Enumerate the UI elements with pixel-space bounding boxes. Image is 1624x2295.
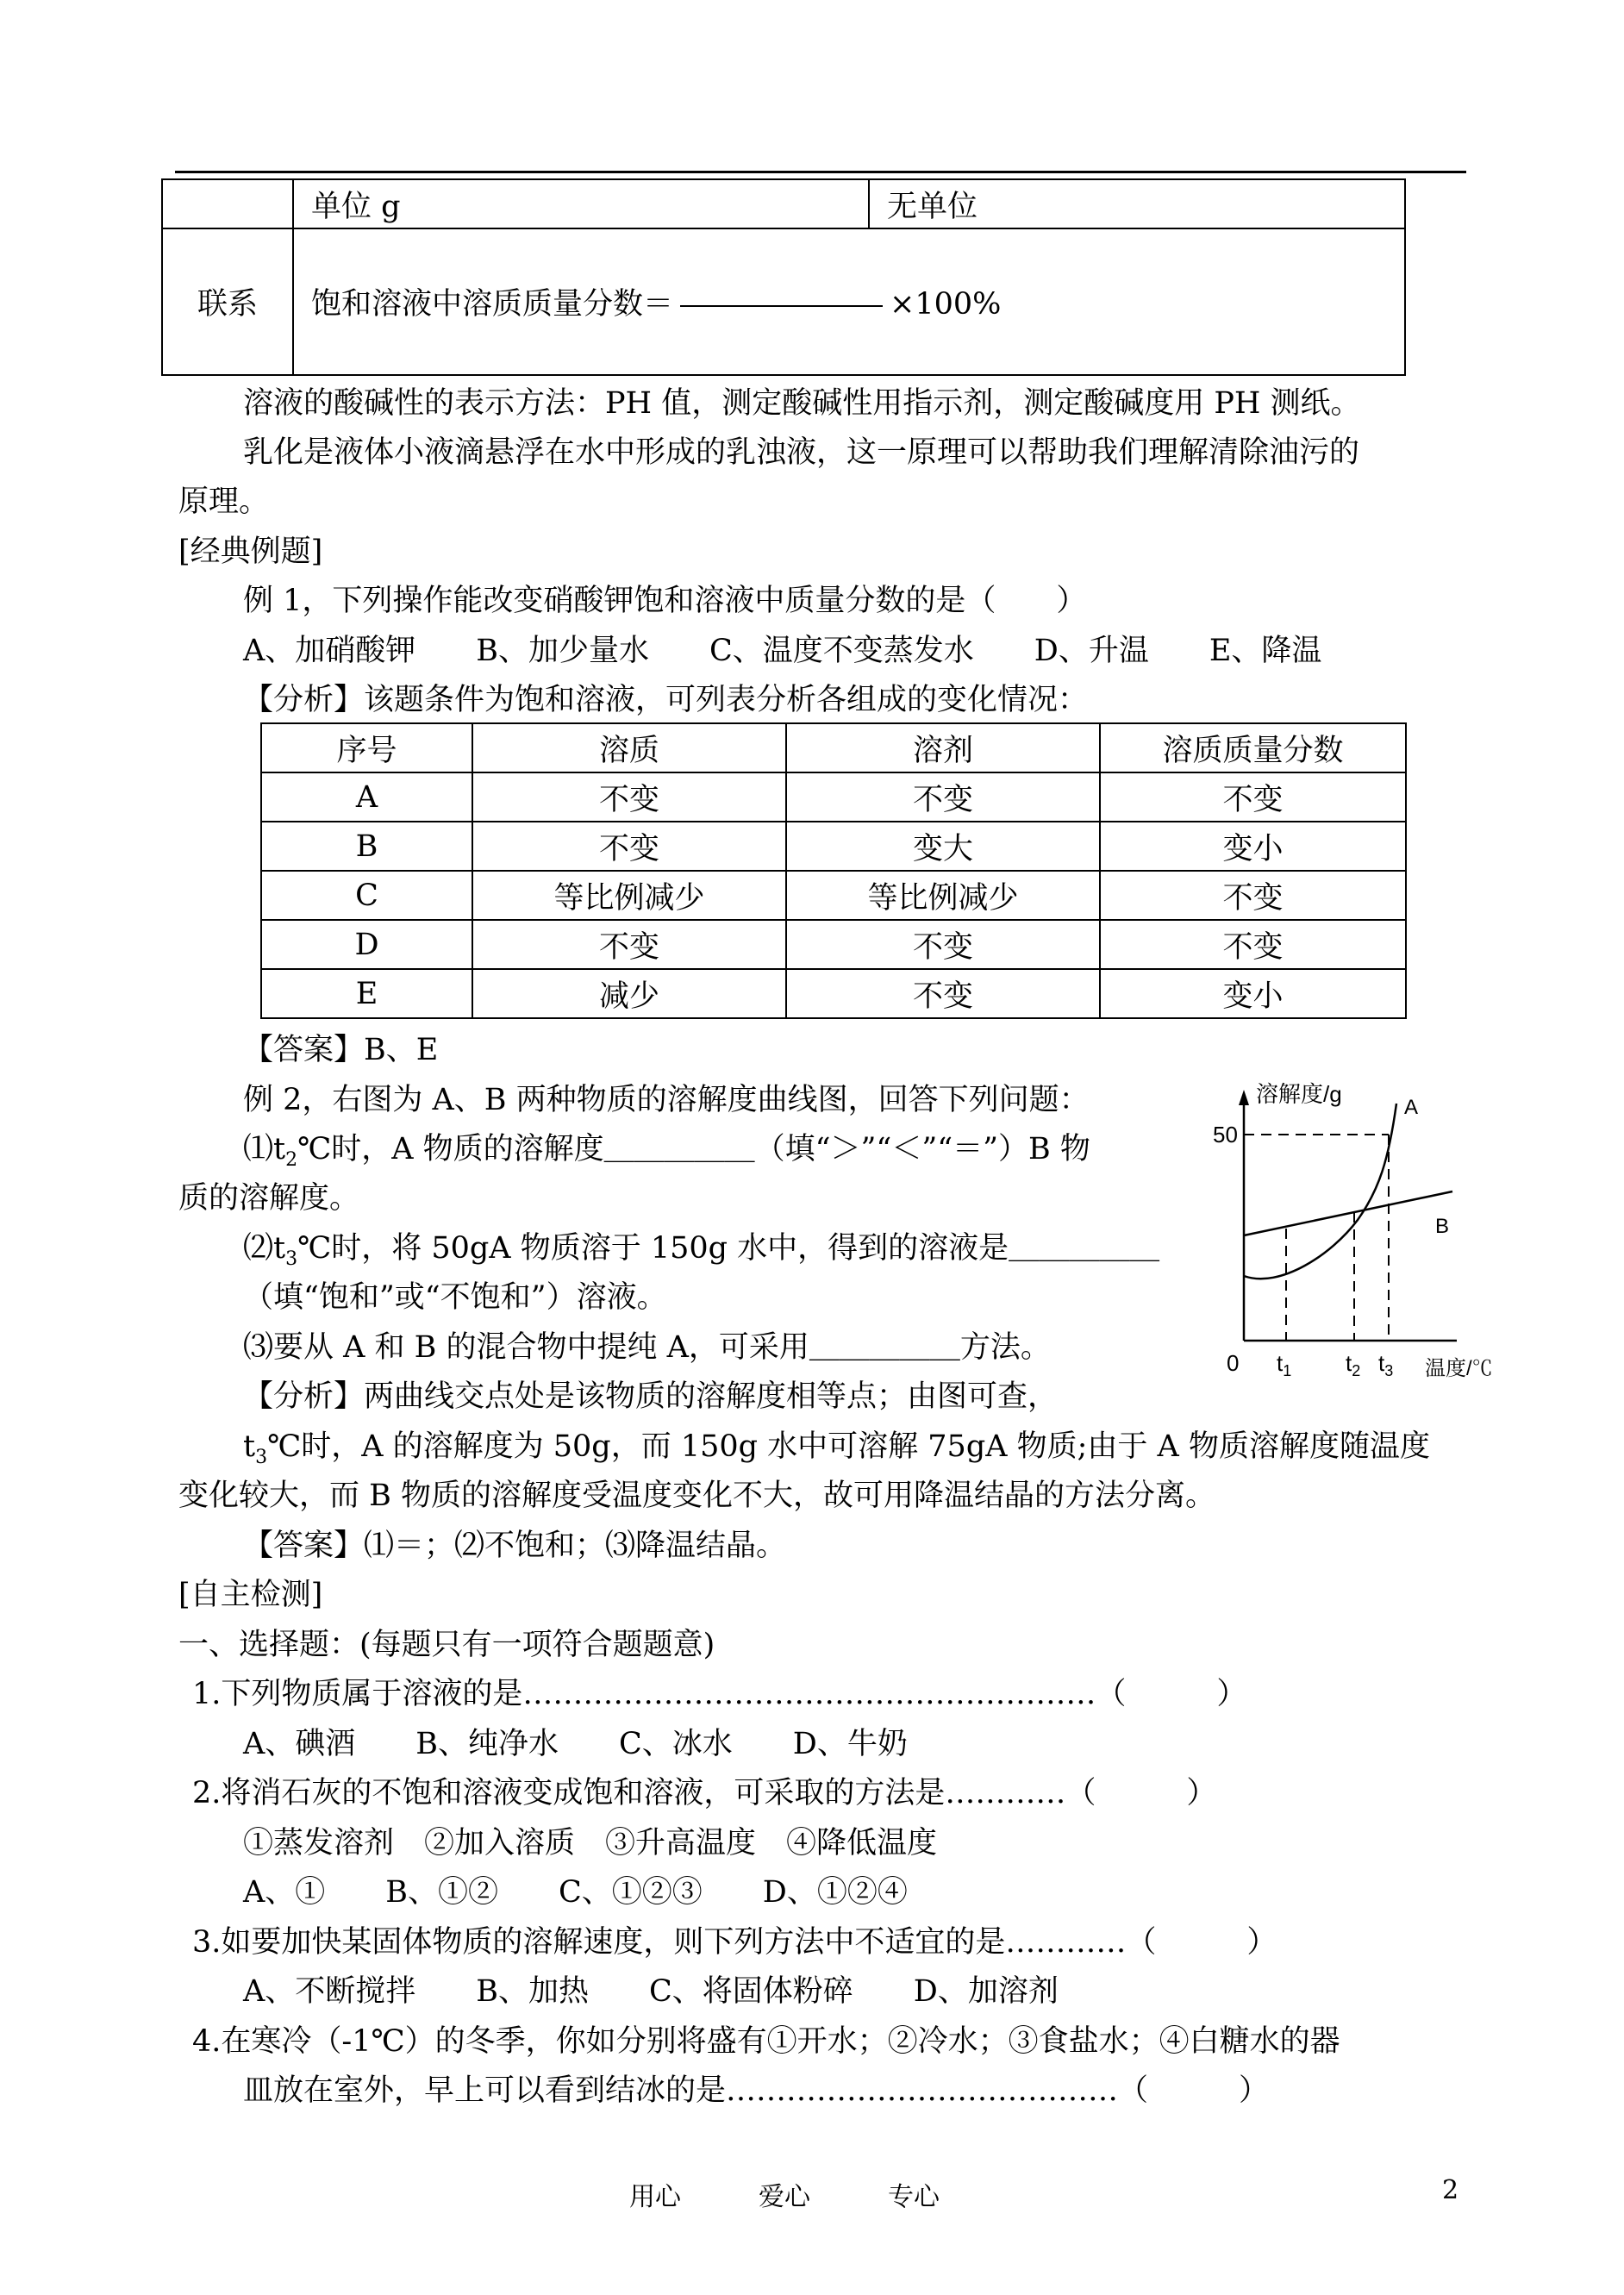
curve-a — [1244, 1104, 1396, 1279]
table-cell: 不变 — [472, 822, 786, 871]
table-cell: 不变 — [786, 969, 1100, 1018]
curve-b-label: B — [1435, 1215, 1450, 1238]
table-cell: 等比例减少 — [472, 871, 786, 920]
t3-label: t — [1378, 1350, 1385, 1376]
analysis-table — [260, 722, 1407, 1019]
solubility-graph — [1213, 1078, 1539, 1388]
example-subquestion — [243, 1130, 1090, 1179]
a-subscript: 3 — [255, 1447, 268, 1468]
table-cell: A — [261, 772, 472, 822]
q-subscript: 3 — [285, 1248, 298, 1270]
q-text: ⑴t — [243, 1132, 286, 1166]
question-options: A、不断搅拌 B、加热 C、将固体粉碎 D、加溶剂 — [243, 1974, 1059, 2009]
example-subquestion — [243, 1229, 1159, 1279]
table-cell: 不变 — [472, 920, 786, 969]
table-row — [261, 969, 1406, 1018]
text-line: 变化较大，而 B 物质的溶解度受温度变化不大，故可用降温结晶的方法分离。 — [178, 1479, 1215, 1513]
question-choices: ①蒸发溶剂 ②加入溶质 ③升高温度 ④降低温度 — [243, 1826, 938, 1860]
x-tick-t2 — [1346, 1350, 1360, 1379]
y-tick-50: 50 — [1213, 1122, 1238, 1148]
table-header: 溶质质量分数 — [1100, 723, 1406, 772]
x-axis-label: 温度/℃ — [1425, 1357, 1493, 1380]
table-cell-label: 联系 — [162, 228, 293, 375]
x-tick-t1 — [1277, 1350, 1291, 1379]
y-axis-label: 溶解度/g — [1256, 1081, 1342, 1107]
example-answer: 【答案】B、E — [243, 1033, 439, 1067]
table-row — [261, 871, 1406, 920]
t3-sub: 3 — [1384, 1362, 1394, 1379]
question-options: A、① B、①② C、①②③ D、①②④ — [243, 1875, 908, 1910]
text-line: 原理。 — [178, 485, 270, 519]
formula-cell — [293, 228, 1405, 375]
table-cell: 不变 — [786, 920, 1100, 969]
text-line — [243, 1428, 1430, 1477]
origin-label: 0 — [1227, 1350, 1240, 1376]
table-cell: 变大 — [786, 822, 1100, 871]
table-cell: 减少 — [472, 969, 786, 1018]
question-stem: 4.在寒冷（-1℃）的冬季，你如分别将盛有①开水；②冷水；③食盐水；④白糖水的器 — [192, 2024, 1340, 2059]
text-line: 乳化是液体小液滴悬浮在水中形成的乳浊液，这一原理可以帮助我们理解清除油污的 — [243, 435, 1360, 470]
table-row — [261, 822, 1406, 871]
table-cell: 单位 g — [293, 179, 869, 228]
table-cell: C — [261, 871, 472, 920]
footer-motto: 用心 爱心 专心 — [629, 2182, 940, 2212]
table-cell: D — [261, 920, 472, 969]
t1-sub: 1 — [1283, 1362, 1292, 1379]
q-subscript: 2 — [285, 1149, 298, 1171]
table-cell: 不变 — [786, 772, 1100, 822]
table-cell: 不变 — [472, 772, 786, 822]
table-cell: 等比例减少 — [786, 871, 1100, 920]
table-cell: 无单位 — [869, 179, 1405, 228]
formula-suffix: ×100% — [890, 287, 1002, 322]
table-cell: E — [261, 969, 472, 1018]
a-text: t — [243, 1429, 256, 1464]
q-text: ⑵t — [243, 1231, 286, 1266]
text-line: 质的溶解度。 — [178, 1181, 360, 1216]
table-cell: 变小 — [1100, 969, 1406, 1018]
q-text: ℃时，A 物质的溶解度＿＿＿＿＿（填“＞”“＜”“＝”）B 物 — [297, 1132, 1090, 1166]
formula-prefix: 饱和溶液中溶质质量分数＝ — [311, 287, 674, 322]
table-row — [261, 772, 1406, 822]
table-cell: 不变 — [1100, 871, 1406, 920]
question-options: A、碘酒 B、纯净水 C、冰水 D、牛奶 — [243, 1727, 908, 1761]
section-heading: [自主检测] — [178, 1578, 323, 1612]
question-stem: 皿放在室外，早上可以看到结冰的是…………………………………（ ） — [243, 2073, 1270, 2108]
section-heading: [经典例题] — [178, 535, 323, 569]
question-stem: 2.将消石灰的不饱和溶液变成饱和溶液，可采取的方法是…………（ ） — [192, 1776, 1217, 1810]
page-number: 2 — [1442, 2175, 1459, 2205]
text-line: （填“饱和”或“不饱和”）溶液。 — [243, 1280, 667, 1315]
curve-b — [1244, 1191, 1452, 1235]
t2-label: t — [1346, 1350, 1352, 1376]
curve-a-label: A — [1404, 1096, 1419, 1119]
table-cell: 变小 — [1100, 822, 1406, 871]
comparison-table — [161, 178, 1406, 376]
table-cell: 不变 — [1100, 920, 1406, 969]
t2-sub: 2 — [1352, 1362, 1361, 1379]
text-line: 溶液的酸碱性的表示方法：PH 值，测定酸碱性用指示剂，测定酸碱度用 PH 测纸。 — [243, 386, 1361, 421]
example-options: A、加硝酸钾 B、加少量水 C、温度不变蒸发水 D、升温 E、降温 — [243, 634, 1322, 668]
example-subquestion: ⑶要从 A 和 B 的混合物中提纯 A，可采用＿＿＿＿＿方法。 — [243, 1330, 1051, 1365]
table-row — [261, 920, 1406, 969]
formula-fraction-line — [680, 305, 883, 307]
example-answer: 【答案】⑴＝；⑵不饱和；⑶降温结晶。 — [243, 1529, 787, 1563]
example-analysis: 【分析】该题条件为饱和溶液，可列表分析各组成的变化情况： — [243, 683, 1089, 717]
example-question: 例 2，右图为 A、B 两种物质的溶解度曲线图，回答下列问题： — [243, 1083, 1090, 1117]
y-axis-arrow — [1239, 1090, 1249, 1105]
question-stem: 1.下列物质属于溶液的是…………………………………………………（ ） — [192, 1677, 1247, 1711]
x-tick-t3 — [1378, 1350, 1393, 1379]
table-header: 溶质 — [472, 723, 786, 772]
part-heading: 一、选择题：(每题只有一项符合题题意) — [178, 1628, 715, 1662]
question-stem: 3.如要加快某固体物质的溶解速度，则下列方法中不适宜的是…………（ ） — [192, 1925, 1277, 1960]
q-text: ℃时，将 50gA 物质溶于 150g 水中，得到的溶液是＿＿＿＿＿ — [297, 1231, 1160, 1266]
table-cell: B — [261, 822, 472, 871]
example-analysis: 【分析】两曲线交点处是该物质的溶解度相等点；由图可查， — [243, 1379, 1059, 1414]
a-text: ℃时，A 的溶解度为 50g，而 150g 水中可溶解 75gA 物质;由于 A 物质溶解度随温度 — [267, 1429, 1430, 1464]
example-question: 例 1，下列操作能改变硝酸钾饱和溶液中质量分数的是（ ） — [243, 584, 1087, 618]
table-cell: 不变 — [1100, 772, 1406, 822]
t1-label: t — [1277, 1350, 1284, 1376]
table-header: 溶剂 — [786, 723, 1100, 772]
table-header: 序号 — [261, 723, 472, 772]
header-rule — [175, 171, 1466, 173]
